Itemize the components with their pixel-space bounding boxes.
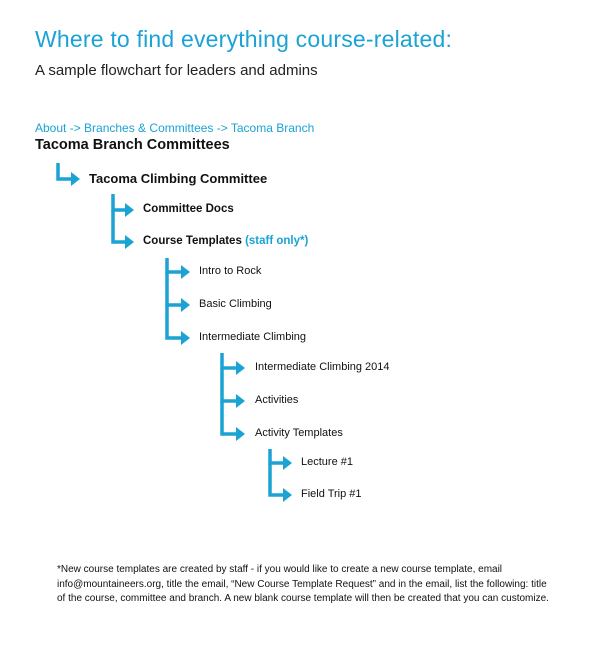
connector-lecture-1 [270,449,284,463]
connector-basic-climbing [167,272,182,305]
node-committee-docs: Committee Docs [143,203,234,215]
node-tacoma-climbing-committee: Tacoma Climbing Committee [89,171,268,186]
arrowhead-basic-climbing [181,298,190,312]
node-basic-climbing: Basic Climbing [199,298,272,310]
arrowhead-intermediate-2014 [236,361,245,375]
connector-field-trip-1 [270,463,284,495]
staff-only-note: (staff only*) [245,235,309,247]
arrowhead-course-templates [125,235,134,249]
node-intermediate-climbing: Intermediate Climbing [199,331,306,343]
arrowhead-intermediate-climbing [181,331,190,345]
connector-intermediate-climbing [167,305,182,338]
node-lecture-1: Lecture #1 [301,456,353,468]
arrowhead-field-trip-1 [283,488,292,502]
node-field-trip-1: Field Trip #1 [301,488,362,500]
tree-root-label: Tacoma Branch Committees [35,137,230,153]
connector-committee-docs [113,194,126,210]
arrowhead-lecture-1 [283,456,292,470]
arrowhead-activity-templates [236,427,245,441]
arrowhead-committee-docs [125,203,134,217]
arrowhead-activities [236,394,245,408]
page-title: Where to find everything course-related: [35,26,453,52]
connector-activity-templates [222,401,237,434]
node-activity-templates: Activity Templates [255,427,343,439]
connector-intermediate-2014 [222,353,237,368]
connector-activities [222,368,237,401]
breadcrumb: About -> Branches & Committees -> Tacoma Branch [35,121,315,135]
connector-intro-to-rock [167,258,182,272]
footnote: *New course templates are created by staff - if you would like to create a new course template, email info@mountaineers.org, title the email, “New Course Template Request” and in the email, list the following: title of the course, committee and branch. A new blank course template will then be created that you can customize. [57,564,549,604]
arrowhead-committee [71,172,80,186]
page-subtitle: A sample flowchart for leaders and admins [35,62,318,79]
connector-course-templates [113,210,126,242]
connector-committee [58,163,72,179]
node-course-templates [143,235,308,247]
arrowhead-intro-to-rock [181,265,190,279]
node-intro-to-rock: Intro to Rock [199,265,262,277]
course-templates-label: Course Templates [143,235,242,247]
node-activities: Activities [255,394,299,406]
node-intermediate-climbing-2014: Intermediate Climbing 2014 [255,361,390,373]
